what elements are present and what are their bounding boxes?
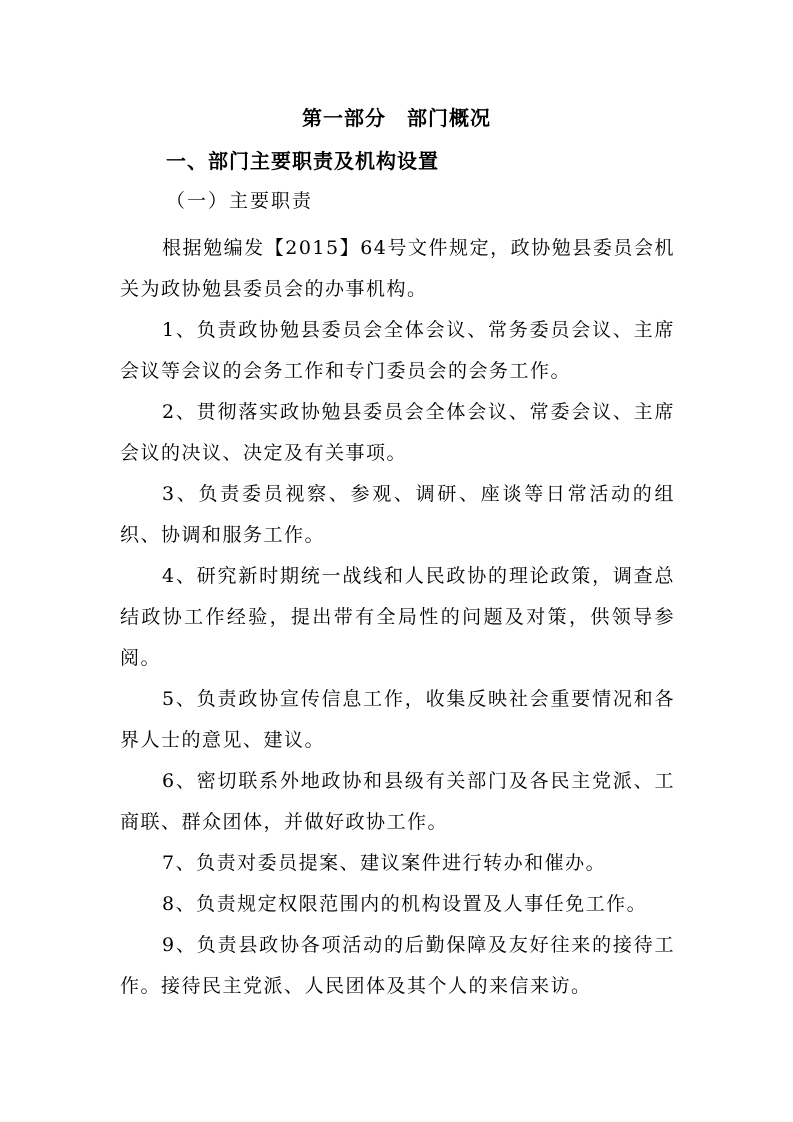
paragraph-duty-2: 2、贯彻落实政协勉县委员会全体会议、常委会议、主席会议的决议、决定及有关事项。	[120, 401, 675, 464]
paragraph-duty-3: 3、负责委员视察、参观、调研、座谈等日常活动的组织、协调和服务工作。	[120, 483, 675, 546]
paragraph-duty-9: 9、负责县政协各项活动的后勤保障及友好往来的接待工作。接待民主党派、人民团体及其个人的来信来访。	[120, 934, 675, 997]
paragraph-duty-7: 7、负责对委员提案、建议案件进行转办和催办。	[162, 852, 607, 874]
paragraph-duty-6: 6、密切联系外地政协和县级有关部门及各民主党派、工商联、群众团体，并做好政协工作。	[120, 770, 675, 833]
body-text	[120, 228, 675, 1007]
paragraph-duty-1: 1、负责政协勉县委员会全体会议、常务委员会议、主席会议等会议的会务工作和专门委员会的会务工作。	[120, 319, 675, 382]
sub-heading: （一）主要职责	[166, 190, 314, 212]
section-heading: 一、部门主要职责及机构设置	[166, 149, 439, 173]
paragraph-duty-4: 4、研究新时期统一战线和人民政协的理论政策，调查总结政协工作经验，提出带有全局性的问题及对策，供领导参阅。	[120, 565, 675, 669]
paragraph-duty-8: 8、负责规定权限范围内的机构设置及人事任免工作。	[162, 893, 648, 915]
part-title: 第一部分 部门概况	[302, 106, 491, 130]
paragraph-duty-5: 5、负责政协宣传信息工作，收集反映社会重要情况和各界人士的意见、建议。	[120, 688, 675, 751]
paragraph-intro: 根据勉编发【2015】64号文件规定，政协勉县委员会机关为政协勉县委员会的办事机构。	[120, 237, 675, 300]
